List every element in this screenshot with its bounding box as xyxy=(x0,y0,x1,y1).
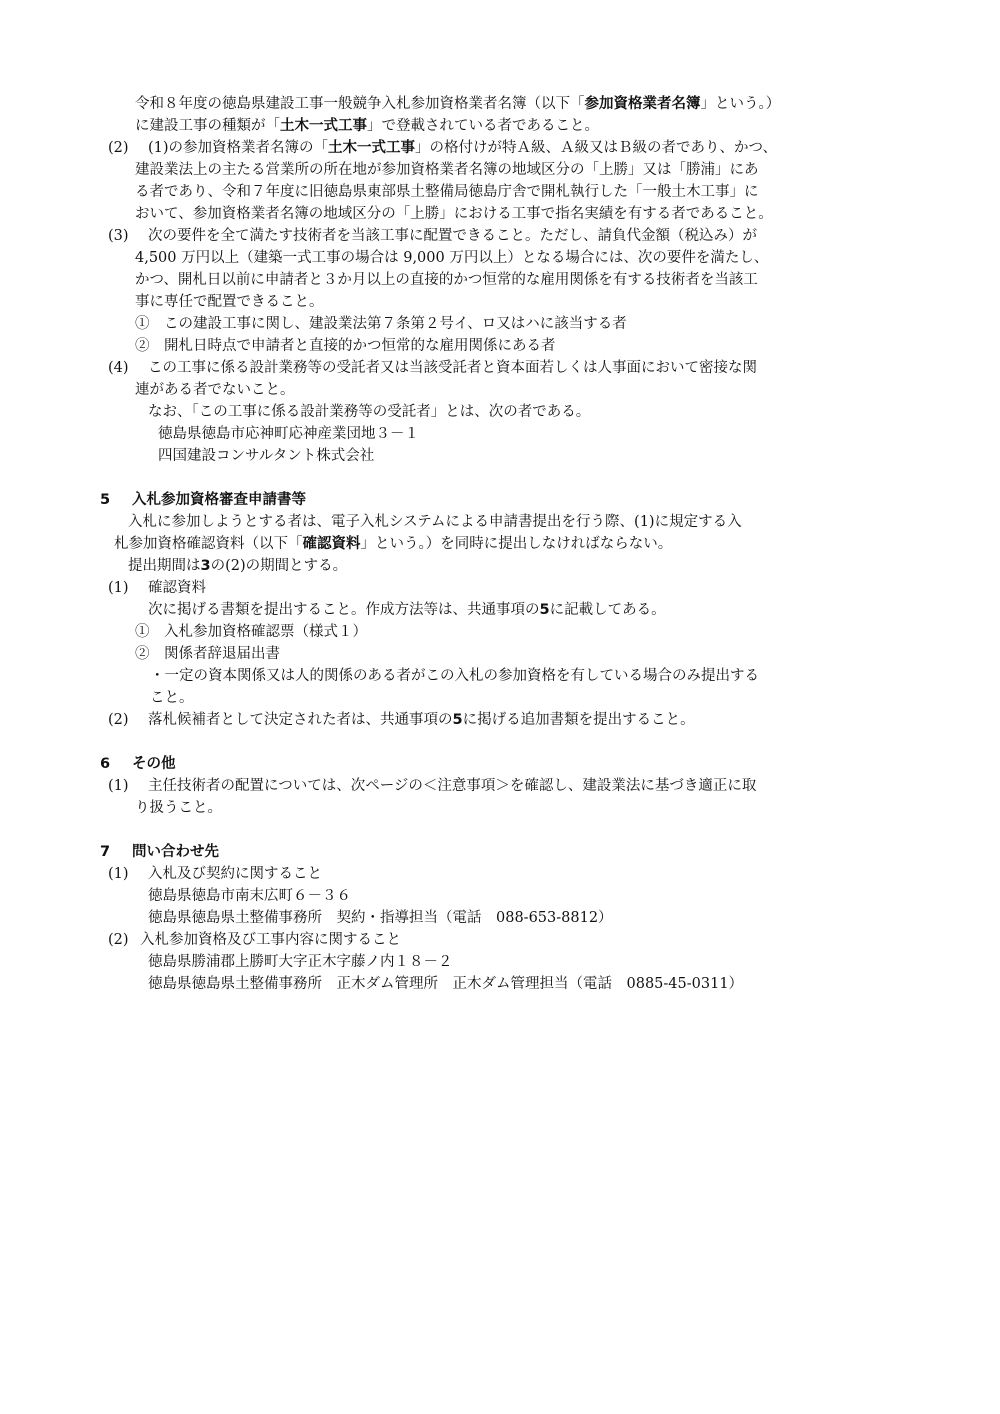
item-3-line: かつ、開札日以前に申請者と３か月以上の直接的かつ恒常的な雇用関係を有する技術者を当該工 xyxy=(135,272,758,288)
section-5-note: ・一定の資本関係又は人的関係のある者がこの入札の参加資格を有している場合のみ提出する xyxy=(150,668,759,684)
contact-address: 徳島県徳島市南末広町６－３６ xyxy=(148,888,351,904)
item-2-line: る者であり、令和７年度に旧徳島県東部県土整備局徳島庁舎で開札執行した「一般土木工事」に xyxy=(135,184,759,200)
section-5-subitem: ② 関係者辞退届出書 xyxy=(135,646,280,662)
section-5-heading: 5 入札参加資格審査申請書等 xyxy=(100,492,306,508)
para-line: 令和８年度の徳島県建設工事一般競争入札参加資格業者名簿（以下「参加資格業者名簿」という。） xyxy=(135,96,781,112)
item-3-line: (3) 次の要件を全て満たす技術者を当該工事に配置できること。ただし、請負代金額（税込み）が xyxy=(108,228,757,244)
section-5-subitem: ① 入札参加資格確認票（様式１） xyxy=(135,624,367,640)
section-7-item-1: (1) 入札及び契約に関すること xyxy=(108,866,322,882)
item-3-subitem: ① この建設工事に関し、建設業法第７条第２号イ、ロ又はハに該当する者 xyxy=(135,316,627,332)
item-2-line: 建設業法上の主たる営業所の所在地が参加資格業者名簿の地域区分の「上勝」又は「勝浦」にあ xyxy=(135,162,759,178)
section-5-item-2: (2) 落札候補者として決定された者は、共通事項の5に掲げる追加書類を提出すること。 xyxy=(108,712,695,728)
item-3-line: 事に専任で配置できること。 xyxy=(135,294,324,310)
consultant-address: 徳島県徳島市応神町応神産業団地３－１ xyxy=(158,426,419,442)
item-4-line: なお、「この工事に係る設計業務等の受託者」とは、次の者である。 xyxy=(148,404,591,420)
item-4-line: 連がある者でないこと。 xyxy=(135,382,295,398)
section-5-line: 札参加資格確認資料（以下「確認資料」という。）を同時に提出しなければならない。 xyxy=(114,536,673,552)
item-3-subitem: ② 開札日時点で申請者と直接的かつ恒常的な雇用関係にある者 xyxy=(135,338,556,354)
section-7-heading: 7 問い合わせ先 xyxy=(100,844,219,860)
section-7-item-2: (2) 入札参加資格及び工事内容に関すること xyxy=(108,932,401,948)
section-6-item-1: (1) 主任技術者の配置については、次ページの＜注意事項＞を確認し、建設業法に基づき適正に取 xyxy=(108,778,757,794)
section-5-item-1-line: 次に掲げる書類を提出すること。作成方法等は、共通事項の5に記載してある。 xyxy=(148,602,666,618)
section-5-line: 入札に参加しようとする者は、電子入札システムによる申請書提出を行う際、(1)に規定する入 xyxy=(128,514,742,530)
item-4-line: (4) この工事に係る設計業務等の受託者又は当該受託者と資本面若しくは人事面において密接な関 xyxy=(108,360,757,376)
contact-office: 徳島県徳島県土整備事務所 正木ダム管理所 正木ダム管理担当（電話 0885-45-0311） xyxy=(148,976,744,992)
section-5-item-1: (1) 確認資料 xyxy=(108,580,206,596)
contact-address: 徳島県勝浦郡上勝町大字正木字藤ノ内１８－２ xyxy=(148,954,453,970)
section-6-heading: 6 その他 xyxy=(100,756,176,772)
item-2-line: (2) (1)の参加資格業者名簿の「土木一式工事」の格付けが特Ａ級、Ａ級又はＢ級の者であり、かつ、 xyxy=(108,140,777,156)
contact-office: 徳島県徳島県土整備事務所 契約・指導担当（電話 088-653-8812） xyxy=(148,910,613,926)
item-2-line: おいて、参加資格業者名簿の地域区分の「上勝」における工事で指名実績を有する者であること。 xyxy=(135,206,773,222)
consultant-name: 四国建設コンサルタント株式会社 xyxy=(158,448,375,464)
section-6-item-1-line: り扱うこと。 xyxy=(135,800,222,816)
item-3-line: 4,500 万円以上（建築一式工事の場合は 9,000 万円以上）となる場合には、次の要件を満たし、 xyxy=(135,250,769,266)
section-5-note: こと。 xyxy=(150,690,194,706)
section-5-line: 提出期間は3の(2)の期間とする。 xyxy=(128,558,348,574)
para-line: に建設工事の種類が「土木一式工事」で登載されている者であること。 xyxy=(135,118,599,134)
